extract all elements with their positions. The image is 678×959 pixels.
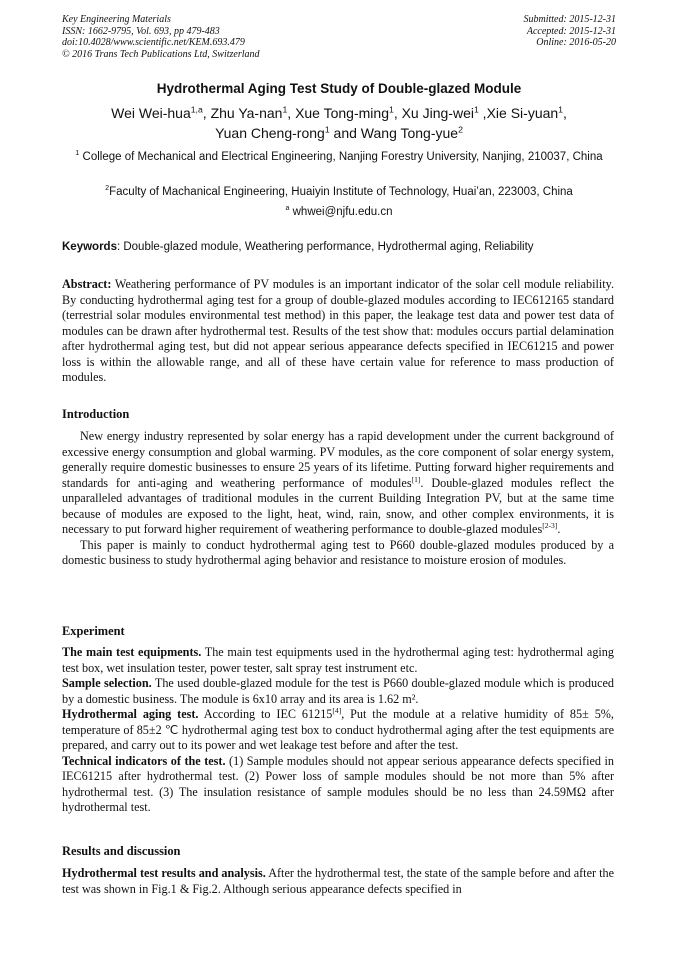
author-separator: , — [478, 105, 487, 121]
author: Xu Jing-wei — [401, 105, 474, 121]
author-superscript: 1 — [324, 124, 330, 135]
experiment-indicators — [62, 754, 614, 816]
intro-text: . — [557, 522, 561, 536]
abstract-label: Abstract: — [62, 277, 112, 291]
author: Wei Wei-hua — [111, 105, 191, 121]
author: Yuan Cheng-rong — [215, 125, 325, 141]
author-superscript: 1,a — [190, 104, 203, 115]
author: Zhu Ya-nan — [210, 105, 283, 121]
journal-copyright: © 2016 Trans Tech Publications Ltd, Switzerland — [62, 48, 260, 60]
affiliation-marker: 2 — [105, 184, 110, 193]
author-superscript: 1 — [473, 104, 479, 115]
keywords-label: Keywords — [62, 241, 117, 253]
run-in-heading: Technical indicators of the test. — [62, 753, 226, 768]
author: Wang Tong-yue — [360, 125, 459, 141]
run-in-heading: Sample selection. — [62, 676, 152, 690]
keywords-text: : Double-glazed module, Weathering performance, Hydrothermal aging, Reliability — [116, 241, 534, 253]
run-in-heading: Hydrothermal aging test. — [62, 707, 199, 721]
journal-issn: ISSN: 1662-9795, Vol. 693, pp 479-483 — [62, 25, 220, 37]
results-paragraph — [62, 866, 614, 897]
affiliation-2 — [62, 185, 616, 200]
author-list — [60, 103, 618, 143]
author: Xie Si-yuan — [486, 105, 559, 121]
abstract-text: Weathering performance of PV modules is an important indicator of the solar cell module reliability. By conducting hydrothermal aging test for a group of double-glazed modules according to IEC612165 standard (terrestrial solar modules environmental test method) in this paper, the leakage test data and power test data of modules can be drawn after hydrothermal test. Results of the test show that: modules occurs partial delamination after hydrothermal aging test, but did not appear serious appearance defects specified in IEC61215 and power loss is within the allowable range, and all of these have certain value for reference to mass production of modules. — [62, 277, 614, 384]
experiment-aging — [62, 707, 614, 754]
introduction-paragraph-2: This paper is mainly to conduct hydrothermal aging test to P660 double-glazed modules produced by a domestic business to study hydrothermal aging behavior and resistance to moisture erosion of modules. — [62, 537, 614, 567]
author-separator: , — [563, 105, 567, 121]
intro-text: . Double-glazed modules reflect the unparalleled advantages of traditional modules in the current Building Integration PV, but at the same time because of modules are exposed to the light, heat, wind, rain, snow, and other complex environments, it is necessary to put forward higher requirement of weathering performance to double-glazed modules — [62, 475, 614, 536]
affiliation-text: College of Mechanical and Electrical Engineering, Nanjing Forestry University, Nanjing, 210037, China — [82, 151, 603, 163]
paragraph-text: , Put the module at a relative humidity of 85± 5%, temperature of 85±2 ℃ hydrothermal aging test box to conduct hydrothermal aging after the test equipments are prepared, and carry out to its power and wet leakage test before and after the test. — [62, 707, 614, 752]
author-separator: and — [329, 125, 361, 141]
affiliation-marker: 1 — [75, 149, 80, 158]
author-superscript: 1 — [282, 104, 288, 115]
experiment-sample — [62, 676, 614, 707]
author-separator: , — [287, 105, 296, 121]
journal-header-left — [62, 14, 260, 60]
accepted-date: Accepted: 2015-12-31 — [526, 25, 616, 37]
paragraph-text: According to IEC 61215 — [198, 707, 333, 721]
experiment-body — [62, 645, 614, 816]
section-heading-introduction: Introduction — [62, 407, 130, 421]
section-heading-results: Results and discussion — [62, 844, 181, 858]
introduction-paragraph-1 — [62, 429, 614, 538]
results-body — [62, 866, 614, 897]
paragraph-text: The used double-glazed module for the test is P660 double-glazed module which is produced by a domestic business. The module is 6x10 array and its area is 1.62 m². — [62, 676, 614, 706]
author-separator: , — [202, 105, 211, 121]
journal-doi: doi:10.4028/www.scientific.net/KEM.693.479 — [62, 37, 245, 48]
author: Xue Tong-ming — [295, 105, 389, 121]
run-in-heading: The main test equipments. — [62, 645, 202, 659]
paragraph-text: The main test equipments used in the hydrothermal aging test: hydrothermal aging test box, wet insulation tester, power tester, salt spray test instrument etc. — [62, 645, 614, 675]
section-heading-experiment: Experiment — [62, 624, 125, 638]
author-superscript: 1 — [558, 104, 563, 115]
email-marker: a — [285, 204, 290, 213]
author-superscript: 1 — [388, 104, 394, 115]
paper-title: Hydrothermal Aging Test Study of Double-glazed Module — [156, 81, 522, 96]
affiliation-text: Faculty of Machanical Engineering, Huaiyin Institute of Technology, Huai’an, 223003, China — [109, 186, 573, 198]
author-superscript: 2 — [458, 124, 463, 135]
experiment-equipment — [62, 645, 614, 676]
submitted-date: Submitted: 2015-12-31 — [523, 14, 616, 25]
journal-header-right — [524, 14, 617, 49]
online-date: Online: 2016-05-20 — [536, 37, 616, 48]
email-text[interactable]: whwei@njfu.edu.cn — [292, 206, 393, 218]
corresponding-email — [62, 205, 616, 220]
intro-text: New energy industry represented by solar energy has a rapid development under the current background of excessive energy consumption and global warming. PV modules, as the core component of solar energy system, generally require domestic businesses to ensure 25 years of its lifetime. Putting forward higher requirements and standards for anti-aging and weathering performance of modules — [62, 429, 614, 490]
journal-name: Key Engineering Materials — [62, 14, 171, 25]
affiliation-1 — [62, 150, 616, 165]
citation[interactable]: [1] — [411, 474, 421, 484]
paragraph-text: After the hydrothermal test, the state of the sample before and after the test was shown in Fig.1 & Fig.2. Although serious appearance defects specified in — [62, 866, 614, 896]
paragraph-text: (1) Sample modules should not appear serious appearance defects specified in IEC61215 after hydrothermal test. (2) Power loss of sample modules should be not more than 5% after hydrothermal test. (3) The insulation resistance of sample modules should be no less than 24.59MΩ after hydrothermal test. — [62, 753, 614, 814]
run-in-heading: Hydrothermal test results and analysis. — [62, 866, 266, 880]
author-separator: , — [393, 105, 402, 121]
keywords — [62, 240, 616, 255]
citation[interactable]: [4] — [332, 705, 342, 715]
abstract — [62, 277, 614, 386]
introduction-body — [62, 429, 614, 569]
citation[interactable]: [2-3] — [542, 520, 558, 530]
